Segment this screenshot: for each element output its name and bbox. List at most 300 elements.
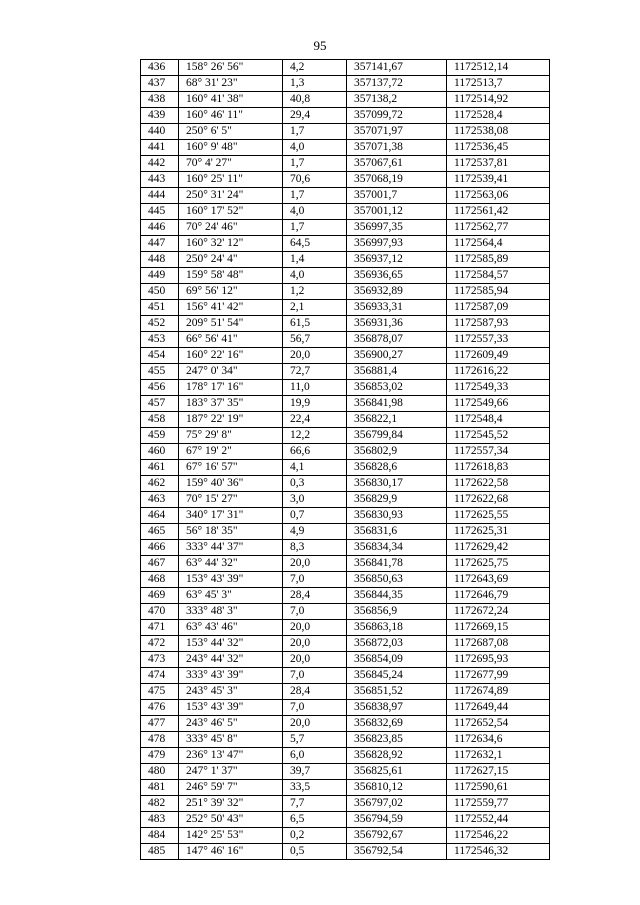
bearing-cell: 67° 19' 2"	[179, 444, 283, 460]
y-coordinate-cell: 1172609,49	[447, 348, 550, 364]
table-row	[141, 140, 550, 156]
point-number-cell: 451	[141, 300, 179, 316]
bearing-cell: 159° 58' 48"	[179, 268, 283, 284]
distance-cell: 64,5	[283, 236, 347, 252]
point-number-cell: 467	[141, 556, 179, 572]
bearing-cell: 142° 25' 53"	[179, 828, 283, 844]
x-coordinate-cell: 356810,12	[347, 780, 447, 796]
bearing-cell: 153° 44' 32"	[179, 636, 283, 652]
point-number-cell: 444	[141, 188, 179, 204]
point-number-cell: 466	[141, 540, 179, 556]
table-row	[141, 732, 550, 748]
table-row	[141, 396, 550, 412]
y-coordinate-cell: 1172559,77	[447, 796, 550, 812]
y-coordinate-cell: 1172643,69	[447, 572, 550, 588]
distance-cell: 12,2	[283, 428, 347, 444]
x-coordinate-cell: 356997,93	[347, 236, 447, 252]
table-row	[141, 348, 550, 364]
point-number-cell: 456	[141, 380, 179, 396]
x-coordinate-cell: 356831,6	[347, 524, 447, 540]
x-coordinate-cell: 356937,12	[347, 252, 447, 268]
y-coordinate-cell: 1172585,94	[447, 284, 550, 300]
distance-cell: 56,7	[283, 332, 347, 348]
y-coordinate-cell: 1172632,1	[447, 748, 550, 764]
bearing-cell: 75° 29' 8"	[179, 428, 283, 444]
point-number-cell: 452	[141, 316, 179, 332]
point-number-cell: 453	[141, 332, 179, 348]
y-coordinate-cell: 1172557,34	[447, 444, 550, 460]
bearing-cell: 160° 22' 16"	[179, 348, 283, 364]
distance-cell: 4,2	[283, 60, 347, 76]
bearing-cell: 251° 39' 32"	[179, 796, 283, 812]
bearing-cell: 63° 43' 46"	[179, 620, 283, 636]
x-coordinate-cell: 357137,72	[347, 76, 447, 92]
x-coordinate-cell: 356832,69	[347, 716, 447, 732]
distance-cell: 7,7	[283, 796, 347, 812]
point-number-cell: 482	[141, 796, 179, 812]
bearing-cell: 153° 43' 39"	[179, 572, 283, 588]
table-row	[141, 188, 550, 204]
y-coordinate-cell: 1172549,33	[447, 380, 550, 396]
y-coordinate-cell: 1172625,55	[447, 508, 550, 524]
table-row	[141, 604, 550, 620]
point-number-cell: 438	[141, 92, 179, 108]
distance-cell: 8,3	[283, 540, 347, 556]
distance-cell: 1,3	[283, 76, 347, 92]
y-coordinate-cell: 1172590,61	[447, 780, 550, 796]
y-coordinate-cell: 1172536,45	[447, 140, 550, 156]
y-coordinate-cell: 1172587,93	[447, 316, 550, 332]
point-number-cell: 476	[141, 700, 179, 716]
point-number-cell: 462	[141, 476, 179, 492]
table-row	[141, 172, 550, 188]
distance-cell: 7,0	[283, 700, 347, 716]
distance-cell: 1,7	[283, 220, 347, 236]
distance-cell: 7,0	[283, 604, 347, 620]
x-coordinate-cell: 356997,35	[347, 220, 447, 236]
table-row	[141, 572, 550, 588]
y-coordinate-cell: 1172669,15	[447, 620, 550, 636]
y-coordinate-cell: 1172513,7	[447, 76, 550, 92]
bearing-cell: 160° 46' 11"	[179, 108, 283, 124]
point-number-cell: 464	[141, 508, 179, 524]
page-number: 95	[313, 38, 327, 53]
distance-cell: 0,3	[283, 476, 347, 492]
table-row	[141, 156, 550, 172]
distance-cell: 11,0	[283, 380, 347, 396]
x-coordinate-cell: 357001,7	[347, 188, 447, 204]
point-number-cell: 472	[141, 636, 179, 652]
y-coordinate-cell: 1172557,33	[447, 332, 550, 348]
bearing-cell: 333° 45' 8"	[179, 732, 283, 748]
y-coordinate-cell: 1172634,6	[447, 732, 550, 748]
y-coordinate-cell: 1172672,24	[447, 604, 550, 620]
table-row	[141, 220, 550, 236]
table-row	[141, 700, 550, 716]
y-coordinate-cell: 1172695,93	[447, 652, 550, 668]
point-number-cell: 481	[141, 780, 179, 796]
x-coordinate-cell: 357071,97	[347, 124, 447, 140]
y-coordinate-cell: 1172538,08	[447, 124, 550, 140]
point-number-cell: 478	[141, 732, 179, 748]
x-coordinate-cell: 356834,34	[347, 540, 447, 556]
bearing-cell: 252° 50' 43"	[179, 812, 283, 828]
point-number-cell: 471	[141, 620, 179, 636]
table-row	[141, 76, 550, 92]
table-row	[141, 588, 550, 604]
point-number-cell: 439	[141, 108, 179, 124]
bearing-cell: 156° 41' 42"	[179, 300, 283, 316]
x-coordinate-cell: 357141,67	[347, 60, 447, 76]
distance-cell: 4,1	[283, 460, 347, 476]
y-coordinate-cell: 1172546,22	[447, 828, 550, 844]
y-coordinate-cell: 1172587,09	[447, 300, 550, 316]
table-row	[141, 268, 550, 284]
table-row	[141, 332, 550, 348]
y-coordinate-cell: 1172537,81	[447, 156, 550, 172]
table-row	[141, 252, 550, 268]
distance-cell: 20,0	[283, 652, 347, 668]
distance-cell: 6,0	[283, 748, 347, 764]
point-number-cell: 454	[141, 348, 179, 364]
bearing-cell: 187° 22' 19"	[179, 412, 283, 428]
distance-cell: 7,0	[283, 572, 347, 588]
bearing-cell: 66° 56' 41"	[179, 332, 283, 348]
table-row	[141, 380, 550, 396]
bearing-cell: 236° 13' 47"	[179, 748, 283, 764]
table-row	[141, 316, 550, 332]
y-coordinate-cell: 1172548,4	[447, 412, 550, 428]
bearing-cell: 159° 40' 36"	[179, 476, 283, 492]
bearing-cell: 243° 46' 5"	[179, 716, 283, 732]
y-coordinate-cell: 1172528,4	[447, 108, 550, 124]
x-coordinate-cell: 356825,61	[347, 764, 447, 780]
bearing-cell: 333° 43' 39"	[179, 668, 283, 684]
point-number-cell: 459	[141, 428, 179, 444]
bearing-cell: 70° 15' 27"	[179, 492, 283, 508]
bearing-cell: 160° 17' 52"	[179, 204, 283, 220]
point-number-cell: 484	[141, 828, 179, 844]
bearing-cell: 67° 16' 57"	[179, 460, 283, 476]
x-coordinate-cell: 356792,54	[347, 844, 447, 860]
x-coordinate-cell: 356794,59	[347, 812, 447, 828]
point-number-cell: 473	[141, 652, 179, 668]
point-number-cell: 458	[141, 412, 179, 428]
point-number-cell: 457	[141, 396, 179, 412]
x-coordinate-cell: 356822,1	[347, 412, 447, 428]
point-number-cell: 470	[141, 604, 179, 620]
bearing-cell: 250° 6' 5"	[179, 124, 283, 140]
y-coordinate-cell: 1172552,44	[447, 812, 550, 828]
x-coordinate-cell: 356872,03	[347, 636, 447, 652]
coordinates-table	[140, 59, 550, 860]
bearing-cell: 160° 25' 11"	[179, 172, 283, 188]
distance-cell: 28,4	[283, 684, 347, 700]
point-number-cell: 469	[141, 588, 179, 604]
point-number-cell: 483	[141, 812, 179, 828]
x-coordinate-cell: 356854,09	[347, 652, 447, 668]
y-coordinate-cell: 1172687,08	[447, 636, 550, 652]
y-coordinate-cell: 1172546,32	[447, 844, 550, 860]
x-coordinate-cell: 356838,97	[347, 700, 447, 716]
distance-cell: 70,6	[283, 172, 347, 188]
x-coordinate-cell: 356881,4	[347, 364, 447, 380]
table-row	[141, 236, 550, 252]
distance-cell: 4,0	[283, 204, 347, 220]
x-coordinate-cell: 357001,12	[347, 204, 447, 220]
bearing-cell: 243° 45' 3"	[179, 684, 283, 700]
x-coordinate-cell: 356931,36	[347, 316, 447, 332]
table-row	[141, 300, 550, 316]
point-number-cell: 455	[141, 364, 179, 380]
bearing-cell: 63° 45' 3"	[179, 588, 283, 604]
x-coordinate-cell: 356841,78	[347, 556, 447, 572]
bearing-cell: 247° 1' 37"	[179, 764, 283, 780]
distance-cell: 72,7	[283, 364, 347, 380]
distance-cell: 4,9	[283, 524, 347, 540]
point-number-cell: 460	[141, 444, 179, 460]
distance-cell: 4,0	[283, 140, 347, 156]
distance-cell: 6,5	[283, 812, 347, 828]
x-coordinate-cell: 357071,38	[347, 140, 447, 156]
bearing-cell: 250° 24' 4"	[179, 252, 283, 268]
point-number-cell: 477	[141, 716, 179, 732]
x-coordinate-cell: 356900,27	[347, 348, 447, 364]
bearing-cell: 178° 17' 16"	[179, 380, 283, 396]
x-coordinate-cell: 356853,02	[347, 380, 447, 396]
x-coordinate-cell: 356799,84	[347, 428, 447, 444]
distance-cell: 22,4	[283, 412, 347, 428]
x-coordinate-cell: 356863,18	[347, 620, 447, 636]
table-row	[141, 844, 550, 860]
distance-cell: 33,5	[283, 780, 347, 796]
bearing-cell: 250° 31' 24"	[179, 188, 283, 204]
y-coordinate-cell: 1172649,44	[447, 700, 550, 716]
bearing-cell: 69° 56' 12"	[179, 284, 283, 300]
x-coordinate-cell: 356828,92	[347, 748, 447, 764]
table-row	[141, 780, 550, 796]
y-coordinate-cell: 1172629,42	[447, 540, 550, 556]
bearing-cell: 247° 0' 34"	[179, 364, 283, 380]
table-row	[141, 108, 550, 124]
table-row	[141, 652, 550, 668]
point-number-cell: 449	[141, 268, 179, 284]
bearing-cell: 70° 4' 27"	[179, 156, 283, 172]
x-coordinate-cell: 356829,9	[347, 492, 447, 508]
x-coordinate-cell: 356792,67	[347, 828, 447, 844]
distance-cell: 0,2	[283, 828, 347, 844]
table-row	[141, 476, 550, 492]
point-number-cell: 442	[141, 156, 179, 172]
point-number-cell: 480	[141, 764, 179, 780]
y-coordinate-cell: 1172646,79	[447, 588, 550, 604]
x-coordinate-cell: 356845,24	[347, 668, 447, 684]
x-coordinate-cell: 356844,35	[347, 588, 447, 604]
table-row	[141, 508, 550, 524]
bearing-cell: 153° 43' 39"	[179, 700, 283, 716]
y-coordinate-cell: 1172512,14	[447, 60, 550, 76]
x-coordinate-cell: 357138,2	[347, 92, 447, 108]
y-coordinate-cell: 1172622,58	[447, 476, 550, 492]
table-row	[141, 764, 550, 780]
table-row	[141, 796, 550, 812]
distance-cell: 1,7	[283, 188, 347, 204]
x-coordinate-cell: 356932,89	[347, 284, 447, 300]
table-row	[141, 60, 550, 76]
y-coordinate-cell: 1172585,89	[447, 252, 550, 268]
x-coordinate-cell: 356830,93	[347, 508, 447, 524]
y-coordinate-cell: 1172616,22	[447, 364, 550, 380]
bearing-cell: 333° 48' 3"	[179, 604, 283, 620]
x-coordinate-cell: 356841,98	[347, 396, 447, 412]
distance-cell: 20,0	[283, 620, 347, 636]
y-coordinate-cell: 1172561,42	[447, 204, 550, 220]
table-row	[141, 540, 550, 556]
table-row	[141, 668, 550, 684]
distance-cell: 2,1	[283, 300, 347, 316]
distance-cell: 1,2	[283, 284, 347, 300]
y-coordinate-cell: 1172539,41	[447, 172, 550, 188]
distance-cell: 20,0	[283, 716, 347, 732]
y-coordinate-cell: 1172562,77	[447, 220, 550, 236]
bearing-cell: 158° 26' 56"	[179, 60, 283, 76]
table-row	[141, 428, 550, 444]
y-coordinate-cell: 1172627,15	[447, 764, 550, 780]
point-number-cell: 485	[141, 844, 179, 860]
bearing-cell: 70° 24' 46"	[179, 220, 283, 236]
y-coordinate-cell: 1172563,06	[447, 188, 550, 204]
distance-cell: 39,7	[283, 764, 347, 780]
x-coordinate-cell: 356850,63	[347, 572, 447, 588]
distance-cell: 29,4	[283, 108, 347, 124]
y-coordinate-cell: 1172514,92	[447, 92, 550, 108]
bearing-cell: 183° 37' 35"	[179, 396, 283, 412]
y-coordinate-cell: 1172618,83	[447, 460, 550, 476]
y-coordinate-cell: 1172652,54	[447, 716, 550, 732]
point-number-cell: 448	[141, 252, 179, 268]
y-coordinate-cell: 1172549,66	[447, 396, 550, 412]
x-coordinate-cell: 356823,85	[347, 732, 447, 748]
distance-cell: 40,8	[283, 92, 347, 108]
point-number-cell: 440	[141, 124, 179, 140]
table-row	[141, 492, 550, 508]
x-coordinate-cell: 356802,9	[347, 444, 447, 460]
point-number-cell: 474	[141, 668, 179, 684]
bearing-cell: 147° 46' 16"	[179, 844, 283, 860]
distance-cell: 66,6	[283, 444, 347, 460]
x-coordinate-cell: 356851,52	[347, 684, 447, 700]
table-body	[141, 60, 550, 860]
bearing-cell: 340° 17' 31"	[179, 508, 283, 524]
bearing-cell: 333° 44' 37"	[179, 540, 283, 556]
table-row	[141, 556, 550, 572]
distance-cell: 7,0	[283, 668, 347, 684]
distance-cell: 5,7	[283, 732, 347, 748]
x-coordinate-cell: 357099,72	[347, 108, 447, 124]
x-coordinate-cell: 356830,17	[347, 476, 447, 492]
x-coordinate-cell: 356936,65	[347, 268, 447, 284]
table-row	[141, 204, 550, 220]
table-row	[141, 620, 550, 636]
bearing-cell: 160° 9' 48"	[179, 140, 283, 156]
table-row	[141, 828, 550, 844]
x-coordinate-cell: 356828,6	[347, 460, 447, 476]
table-row	[141, 444, 550, 460]
distance-cell: 1,7	[283, 124, 347, 140]
y-coordinate-cell: 1172677,99	[447, 668, 550, 684]
bearing-cell: 246° 59' 7"	[179, 780, 283, 796]
distance-cell: 20,0	[283, 636, 347, 652]
point-number-cell: 443	[141, 172, 179, 188]
bearing-cell: 68° 31' 23"	[179, 76, 283, 92]
table-row	[141, 812, 550, 828]
table-row	[141, 460, 550, 476]
distance-cell: 0,7	[283, 508, 347, 524]
x-coordinate-cell: 357067,61	[347, 156, 447, 172]
table-row	[141, 748, 550, 764]
y-coordinate-cell: 1172674,89	[447, 684, 550, 700]
distance-cell: 19,9	[283, 396, 347, 412]
y-coordinate-cell: 1172564,4	[447, 236, 550, 252]
distance-cell: 0,5	[283, 844, 347, 860]
y-coordinate-cell: 1172545,52	[447, 428, 550, 444]
x-coordinate-cell: 356797,02	[347, 796, 447, 812]
table-row	[141, 92, 550, 108]
x-coordinate-cell: 357068,19	[347, 172, 447, 188]
point-number-cell: 437	[141, 76, 179, 92]
point-number-cell: 463	[141, 492, 179, 508]
table-row	[141, 636, 550, 652]
y-coordinate-cell: 1172622,68	[447, 492, 550, 508]
table-row	[141, 684, 550, 700]
point-number-cell: 441	[141, 140, 179, 156]
point-number-cell: 446	[141, 220, 179, 236]
bearing-cell: 243° 44' 32"	[179, 652, 283, 668]
point-number-cell: 461	[141, 460, 179, 476]
table-row	[141, 284, 550, 300]
bearing-cell: 160° 32' 12"	[179, 236, 283, 252]
point-number-cell: 447	[141, 236, 179, 252]
x-coordinate-cell: 356878,07	[347, 332, 447, 348]
point-number-cell: 445	[141, 204, 179, 220]
point-number-cell: 436	[141, 60, 179, 76]
bearing-cell: 63° 44' 32"	[179, 556, 283, 572]
point-number-cell: 450	[141, 284, 179, 300]
table-row	[141, 412, 550, 428]
x-coordinate-cell: 356933,31	[347, 300, 447, 316]
distance-cell: 61,5	[283, 316, 347, 332]
distance-cell: 1,4	[283, 252, 347, 268]
table-row	[141, 364, 550, 380]
y-coordinate-cell: 1172625,31	[447, 524, 550, 540]
bearing-cell: 160° 41' 38"	[179, 92, 283, 108]
point-number-cell: 475	[141, 684, 179, 700]
distance-cell: 4,0	[283, 268, 347, 284]
distance-cell: 20,0	[283, 348, 347, 364]
table-row	[141, 524, 550, 540]
table-row	[141, 124, 550, 140]
point-number-cell: 479	[141, 748, 179, 764]
x-coordinate-cell: 356856,9	[347, 604, 447, 620]
table-row	[141, 716, 550, 732]
bearing-cell: 56° 18' 35"	[179, 524, 283, 540]
y-coordinate-cell: 1172584,57	[447, 268, 550, 284]
distance-cell: 3,0	[283, 492, 347, 508]
point-number-cell: 468	[141, 572, 179, 588]
y-coordinate-cell: 1172625,75	[447, 556, 550, 572]
distance-cell: 1,7	[283, 156, 347, 172]
point-number-cell: 465	[141, 524, 179, 540]
